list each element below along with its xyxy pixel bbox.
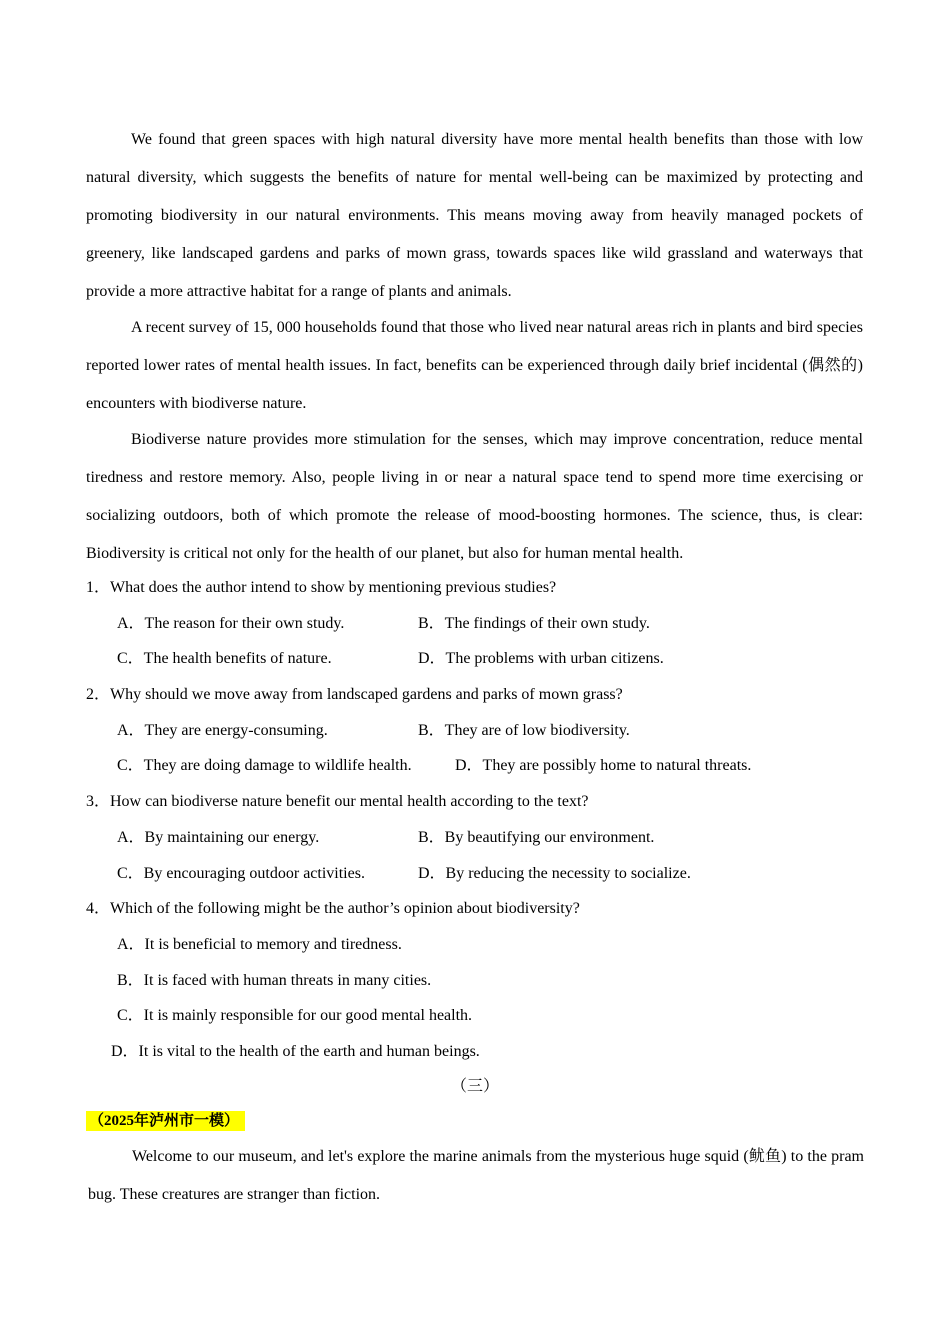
option-row — [86, 963, 863, 999]
paragraph: We found that green spaces with high natural diversity have more mental health benefits than those with low natural diversity, which suggests the benefits of nature for mental well-being can be maximized by protecting and promoting biodiversity in our natural environments. This means moving away from heavily managed pockets of greenery, like landscaped gardens and parks of mown grass, towards spaces like wild grassland and waterways that provide a more attractive habitat for a range of plants and animals. — [86, 131, 863, 300]
option-row — [86, 713, 863, 749]
paragraph: Biodiverse nature provides more stimulation for the senses, which may improve concentration, reduce mental tiredness and restore memory. Also, people living in or near a natural space tend to spend more time exercising or socializing outdoors, both of which promote the release of mood-boosting hormones. The science, thus, is clear: Biodiversity is critical not only for the health of our planet, but also for human mental health. — [86, 431, 863, 562]
option-c: C．It is mainly responsible for our good mental health. — [117, 1007, 473, 1025]
option-a: A．By maintaining our energy. — [117, 828, 320, 846]
option-d: D．The problems with urban citizens. — [418, 650, 664, 668]
paragraph: Welcome to our museum, and let's explore the marine animals from the mysterious huge squid (鱿鱼) to the pram bug. These creatures are stranger than fiction. — [88, 1148, 864, 1203]
option-b: B．They are of low biodiversity. — [418, 721, 630, 739]
option-row — [86, 998, 863, 1034]
section-title: （三） — [450, 1078, 499, 1095]
option-c: C．They are doing damage to wildlife health. — [117, 757, 412, 775]
option-row — [86, 856, 863, 892]
option-a: A．They are energy-consuming. — [117, 721, 328, 739]
option-row — [86, 606, 863, 642]
reading-passage — [86, 121, 863, 573]
option-row — [86, 1034, 863, 1070]
reading-passage-2 — [88, 1138, 864, 1214]
option-a: A．The reason for their own study. — [117, 614, 345, 632]
question-stem: 1．What does the author intend to show by mentioning previous studies? — [86, 579, 557, 596]
option-b: B．By beautifying our environment. — [418, 828, 655, 846]
option-row — [86, 927, 863, 963]
question-stem: 2．Why should we move away from landscaped gardens and parks of mown grass? — [86, 686, 623, 704]
paragraph: A recent survey of 15, 000 households found that those who lived near natural areas rich in plants and bird species reported lower rates of mental health issues. In fact, benefits can be experienced through daily brief incidental (偶然的) encounters with biodiverse nature. — [86, 319, 863, 412]
source-tag: （2025年泸州市一模） — [86, 1111, 245, 1131]
option-d: D．It is vital to the health of the earth and human beings. — [111, 1042, 480, 1060]
option-row — [86, 641, 863, 677]
option-a: A．It is beneficial to memory and tiredness. — [117, 935, 402, 953]
option-b: B．It is faced with human threats in many cities. — [117, 971, 432, 989]
option-c: C．By encouraging outdoor activities. — [117, 864, 365, 882]
option-c: C．The health benefits of nature. — [117, 650, 332, 668]
question-list — [86, 570, 863, 1070]
question-stem: 3．How can biodiverse nature benefit our mental health according to the text? — [86, 793, 589, 811]
option-b: B．The findings of their own study. — [418, 614, 650, 632]
option-d: D．They are possibly home to natural threats. — [455, 757, 752, 775]
option-row — [86, 748, 863, 784]
option-row — [86, 820, 863, 856]
option-d: D．By reducing the necessity to socialize. — [418, 864, 691, 882]
question-stem: 4．Which of the following might be the author’s opinion about biodiversity? — [86, 900, 580, 918]
